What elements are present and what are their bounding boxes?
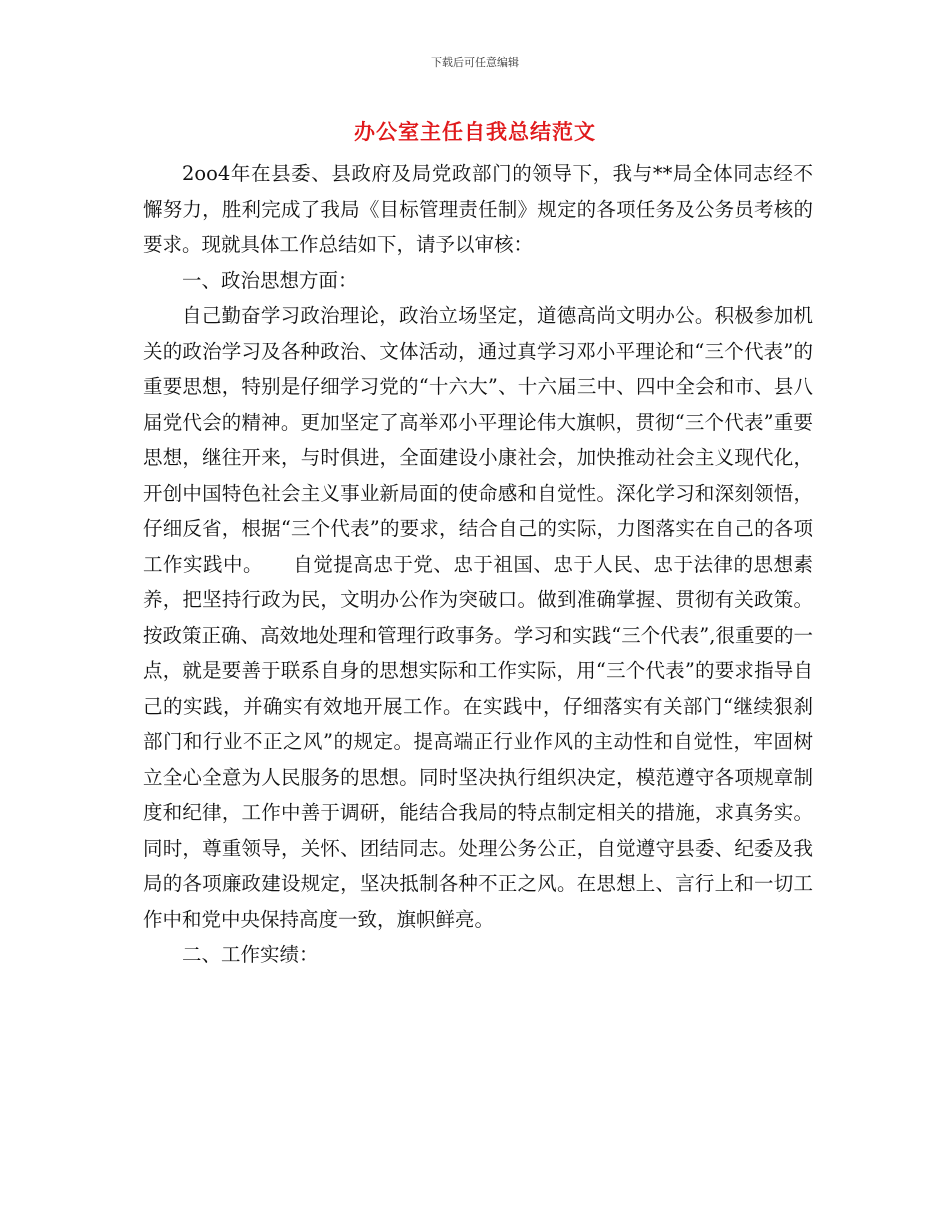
section-heading-work: 二、工作实绩： xyxy=(182,943,319,966)
section-heading-political: 一、政治思想方面： xyxy=(182,268,358,292)
page-header: 下载后可任意编辑 xyxy=(431,56,519,69)
document-title: 办公室主任自我总结范文 xyxy=(354,119,596,144)
paragraph-intro: 2oo4年在县委、县政府及局党政部门的领导下，我与**局全体同志经不懈努力，胜利完成了我局《目标管理责任制》规定的各项任务及公务员考核的要求。现就具体工作总结如下，请予以审核： xyxy=(143,162,813,256)
document-body xyxy=(143,156,813,973)
paragraph-political: 自己勤奋学习政治理论，政治立场坚定，道德高尚文明办公。积极参加机关的政治学习及各种政治、文体活动，通过真学习邓小平理论和“三个代表”的重要思想，特别是仔细学习党的“十六大”、十六届三中、四中全会和市、县八届党代会的精神。更加坚定了高举邓小平理论伟大旗帜，贯彻“三个代表”重要思想，继往开来，与时俱进，全面建设小康社会，加快推动社会主义现代化，开创中国特色社会主义事业新局面的使命感和自觉性。深化学习和深刻领悟，仔细反省，根据“三个代表”的要求，结合自己的实际，力图落实在自己的各项工作实践中。 自觉提高忠于党、忠于祖国、忠于人民、忠于法律的思想素养，把坚持行政为民，文明办公作为突破口。做到准确掌握、贯彻有关政策。按政策正确、高效地处理和管理行政事务。学习和实践“三个代表”,很重要的一点，就是要善于联系自身的思想实际和工作实际，用“三个代表”的要求指导自己的实践，并确实有效地开展工作。在实践中，仔细落实有关部门“继续狠刹部门和行业不正之风”的规定。提高端正行业作风的主动性和自觉性，牢固树立全心全意为人民服务的思想。同时坚决执行组织决定，模范遵守各项规章制度和纪律，工作中善于调研，能结合我局的特点制定相关的措施，求真务实。同时，尊重领导，关怀、团结同志。处理公务公正，自觉遵守县委、纪委及我局的各项廉政建设规定，坚决抵制各种不正之风。在思想上、言行上和一切工作中和党中央保持高度一致，旗帜鲜亮。 xyxy=(143,304,813,931)
